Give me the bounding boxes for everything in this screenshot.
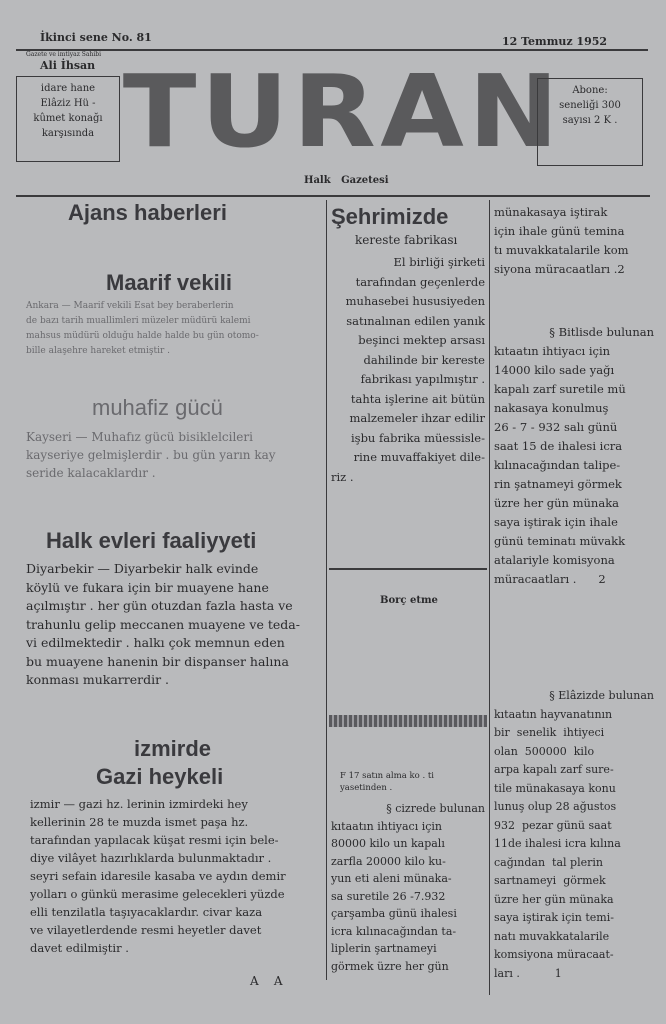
notice-line: görmek üzre her gün <box>331 959 449 973</box>
article-line: davet edilmiştir . <box>30 941 129 955</box>
ad-note <box>340 770 484 794</box>
masthead-rule <box>16 195 650 197</box>
notice-line: müracaatları . 2 <box>494 572 606 586</box>
article-line: işbu fabrika müessisle- <box>350 430 485 445</box>
article-line: elli tenzilatla taşıyacaklardır. civar kaza <box>30 905 263 919</box>
article-line: Ankara — Maarif vekili Esat bey beraberlerin <box>26 301 234 311</box>
notice-line: kıtaatın ihtiyacı için <box>494 344 611 358</box>
office-line: karşısında <box>41 128 95 139</box>
notice-line: atalariyle komisyona <box>494 553 615 567</box>
subscription-box <box>537 78 643 166</box>
izmir-signature: A A <box>250 974 283 988</box>
halkevleri-heading: Halk evleri faaliyyeti <box>46 528 257 553</box>
article-line: tahta işlerine ait bütün <box>350 391 485 406</box>
column-divider-left <box>326 200 327 980</box>
notice-line: rin şatnameyi görmek <box>494 477 622 491</box>
notice-line: kıtaatın ihtiyacı için <box>331 819 443 833</box>
izmir-heading-line1: izmirde <box>134 736 212 761</box>
subscription-line: sayısı 2 K . <box>562 115 618 126</box>
article-line: malzemeler ihzar edilir <box>349 411 485 425</box>
article-line: vi edilmektedir . halkı çok memnun eden <box>26 635 285 650</box>
notice-line: saya iştirak için ihale <box>494 515 618 529</box>
article-line: tarafından geçenlerde <box>355 274 485 289</box>
notice-line: cağından tal plerin <box>494 855 603 869</box>
article-line: bille alaşehre hareket etmiştir . <box>26 346 170 356</box>
newspaper-subtitle: Halk Gazetesi <box>304 175 389 186</box>
article-line: kayseriye gelmişlerdir . bu gün yarın kay <box>26 448 276 462</box>
article-line: satınalınan edilen yanık <box>346 313 485 328</box>
halkevleri-article <box>26 560 322 690</box>
notice-line: tı muvakkatalarile kom <box>494 243 629 257</box>
article-line: fabrikası yapılmıştır . <box>360 372 485 386</box>
notice-line: § Elâzizde bulunan <box>549 689 654 702</box>
notice-line: sartnameyi görmek <box>494 874 606 887</box>
column-divider-right <box>489 200 490 995</box>
article-line: tarafından yapılacak küşat resmi için bele- <box>30 833 279 847</box>
office-line: Elâziz Hü - <box>40 98 96 109</box>
maarif-article <box>26 299 322 359</box>
article-line: açılmıştır . her gün otuzdan fazla hasta ve <box>26 598 293 613</box>
office-line: idare hane <box>40 83 96 94</box>
continuation-notice <box>494 203 654 279</box>
notice-line: için ihale günü temina <box>494 224 625 238</box>
edition-label: İkinci sene No. 81 <box>40 31 152 44</box>
notice-line: tile münakasaya konu <box>494 781 616 795</box>
kereste-subheading: kereste fabrikası <box>355 233 458 247</box>
notice-line: liplerin şartnameyi <box>331 942 437 955</box>
maarif-heading: Maarif vekili <box>106 270 232 295</box>
article-line: de bazı tarih muallimleri müzeler müdürü kalemi <box>26 316 251 326</box>
notice-line: bir senelik ihtiyeci <box>494 726 605 739</box>
notice-line: saat 15 de ihalesi icra <box>494 439 623 453</box>
notice-line: nakasaya konulmuş <box>494 401 609 415</box>
newspaper-title: TURAN <box>122 53 563 170</box>
notice-line: kıtaatın hayvanatının <box>494 707 613 721</box>
top-rule <box>16 49 648 51</box>
kereste-article <box>331 253 485 487</box>
article-line: Kayseri — Muhafız gücü bisiklelcileri <box>26 430 253 444</box>
article-line: dahilinde bir kereste <box>363 352 485 367</box>
article-line: mahsus müdürü olduğu halde halde bu gün otomo- <box>26 331 259 341</box>
notice-line: üzre her gün münaka <box>494 892 614 906</box>
middle-rule-1 <box>329 568 487 570</box>
office-line: kûmet konağı <box>33 113 103 124</box>
elaziz-notice <box>494 687 654 983</box>
muhafiz-heading: muhafiz gücü <box>92 395 223 420</box>
article-line: yolları o günkü merasime gelecekleri yüzde <box>30 887 285 901</box>
notice-line: § Bitlisde bulunan <box>549 325 654 339</box>
notice-line: siyona müracaatları .2 <box>494 262 625 276</box>
article-line: riz . <box>331 469 354 484</box>
article-line: kellerinin 28 te muzda ismet paşa hz. <box>30 815 249 829</box>
muhafiz-article <box>26 428 322 482</box>
cizre-notice <box>331 800 485 975</box>
article-line: konması mukarrerdir . <box>26 672 170 687</box>
subscription-line: Abone: <box>572 85 608 96</box>
owner-name: Ali İhsan <box>40 59 96 72</box>
article-line: Diyarbekir — Diyarbekir halk evinde <box>26 561 259 576</box>
notice-line: üzre her gün münaka <box>494 496 620 510</box>
izmir-article <box>30 795 320 957</box>
notice-line: münakasaya iştirak <box>494 205 608 219</box>
issue-date: 12 Temmuz 1952 <box>502 35 608 48</box>
notice-line: 932 pezar günü saat <box>494 818 612 832</box>
notice-line: sa suretile 26 -7.932 <box>331 889 446 903</box>
article-line: trahunlu gelip meccanen muayene ve teda- <box>26 616 300 632</box>
article-line: beşinci mektep arsası <box>358 333 485 347</box>
borc-label: Borç etme <box>380 595 438 606</box>
article-line: köylü ve fukara için bir muayene hane <box>26 579 269 595</box>
notice-line: ları . 1 <box>494 966 562 980</box>
notice-line: zarfla 20000 kilo ku- <box>331 854 446 868</box>
article-line: rine muvaffakiyet dile- <box>353 450 485 464</box>
notice-line: 11de ihalesi icra kılına <box>494 837 621 850</box>
notice-line: çarşamba günü ihalesi <box>331 907 457 920</box>
owner-caption: Gazete ve imtiyaz Sahibi <box>26 51 102 58</box>
ad-line: yasetinden . <box>340 783 393 793</box>
article-line: El birliği şirketi <box>393 255 485 269</box>
ad-line: F 17 satın alma ko . ti <box>340 771 434 781</box>
ornament-band <box>329 715 487 727</box>
article-line: bu muayene hanenin bir dispanser halına <box>26 653 289 669</box>
notice-line: lunuş olup 28 ağustos <box>494 800 617 813</box>
notice-line: icra kılınacağından ta- <box>331 924 457 938</box>
notice-line: kapalı zarf suretile mü <box>494 382 626 396</box>
notice-line: günü teminatı müvakk <box>494 534 626 548</box>
notice-line: olan 500000 kilo <box>494 744 595 758</box>
bitlis-notice <box>494 323 654 589</box>
notice-line: natı muvakkatalarile <box>494 929 610 943</box>
article-line: seride kalacaklardır . <box>26 466 156 480</box>
notice-line: § cizrede bulunan <box>386 802 485 815</box>
ajans-heading: Ajans haberleri <box>68 200 227 225</box>
notice-line: kılınacağından talipe- <box>494 458 621 472</box>
office-address-box <box>16 76 120 162</box>
article-line: ve vilayetlerdende resmi heyetler davet <box>30 923 262 937</box>
article-line: izmir — gazi hz. lerinin izmirdeki hey <box>30 797 248 811</box>
notice-line: komsiyona müracaat- <box>494 948 614 961</box>
notice-line: 14000 kilo sade yağı <box>494 363 615 377</box>
sehrimizde-heading: Şehrimizde <box>331 204 449 229</box>
notice-line: yun eti aleni münaka- <box>331 872 452 885</box>
notice-line: saya iştirak için temi- <box>494 911 614 924</box>
notice-line: 80000 kilo un kapalı <box>331 837 445 850</box>
notice-line: arpa kapalı zarf sure- <box>494 763 614 776</box>
article-line: diye vilâyet hazırlıklarda bulunmaktadır . <box>30 851 272 865</box>
subscription-line: seneliği 300 <box>559 100 621 111</box>
article-line: seyri sefain idaresile kasaba ve aydın demir <box>30 869 286 883</box>
izmir-heading-line2: Gazi heykeli <box>96 764 224 789</box>
article-line: muhasebei hususiyeden <box>345 294 485 308</box>
notice-line: 26 - 7 - 932 salı günü <box>494 420 618 434</box>
